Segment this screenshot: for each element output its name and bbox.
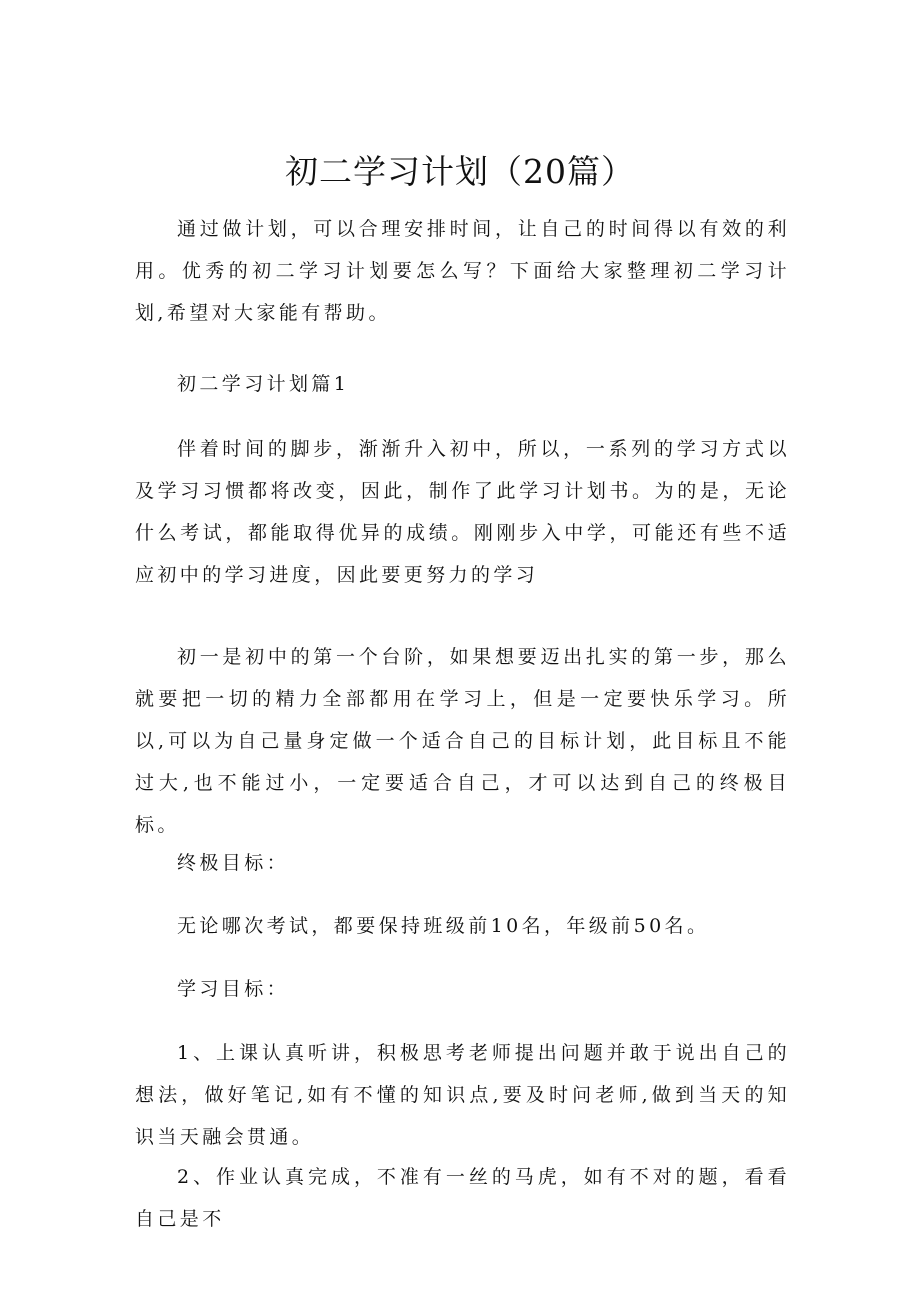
document-title: 初二学习计划（20篇）: [285, 152, 635, 191]
subheading-study-goal: 学习目标：: [177, 978, 290, 1000]
body-paragraph: 初一是初中的第一个台阶，如果想要迈出扎实的第一步，那么就要把一切的精力全部都用在学习上，但是一定要快乐学习。所以,可以为自己量身定做一个适合自己的目标计划，此目标且不能过大,也不能过小，一定要适合自己，才可以达到自己的终极目标。: [135, 646, 790, 836]
intro-paragraph: 通过做计划，可以合理安排时间，让自己的时间得以有效的利用。优秀的初二学习计划要怎么写？下面给大家整理初二学习计划,希望对大家能有帮助。: [135, 218, 790, 324]
section-heading: 初二学习计划篇1: [177, 373, 350, 395]
subheading-ultimate-goal: 终极目标：: [177, 852, 290, 874]
list-item: 1、上课认真听讲，积极思考老师提出问题并敢于说出自己的想法，做好笔记,如有不懂的知识点,要及时问老师,做到当天的知识当天融会贯通。: [135, 1042, 790, 1148]
list-item: 2、作业认真完成，不准有一丝的马虎，如有不对的题，看看自己是不: [135, 1166, 790, 1230]
body-paragraph: 伴着时间的脚步，渐渐升入初中，所以，一系列的学习方式以及学习习惯都将改变，因此，制作了此学习计划书。为的是，无论什么考试，都能取得优异的成绩。刚刚步入中学，可能还有些不适应初中的学习进度，因此要更努力的学习: [135, 438, 790, 586]
body-paragraph: 无论哪次考试，都要保持班级前10名，年级前50名。: [177, 915, 710, 937]
